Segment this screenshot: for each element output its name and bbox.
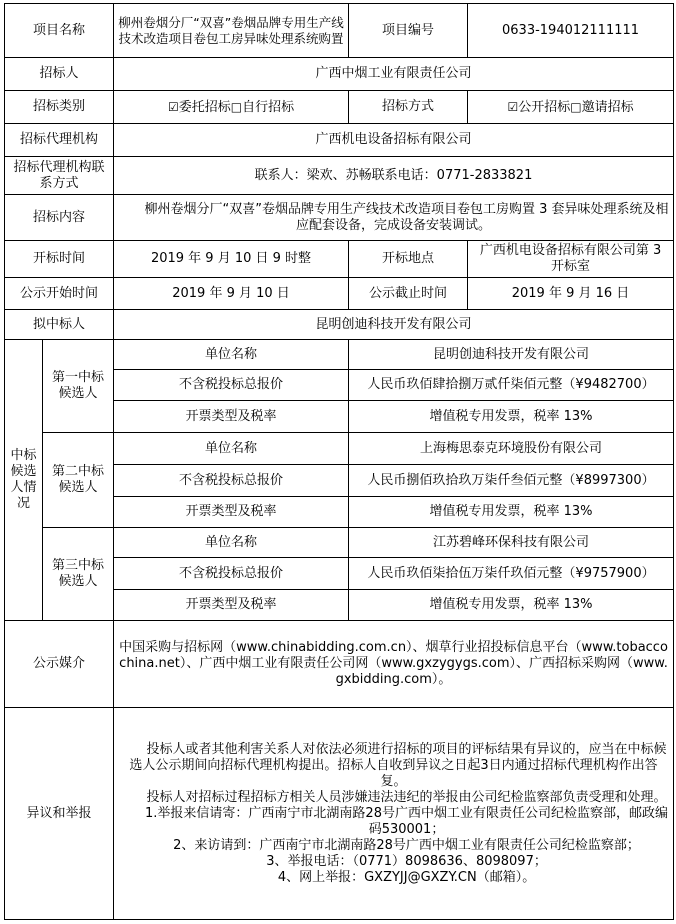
row-winner: [5, 310, 674, 340]
winner-label: 拟中标人: [5, 310, 114, 340]
agency-contact-label: 招标代理机构联系方式: [5, 157, 114, 195]
row-agency-contact: [5, 157, 674, 195]
project-number-label: 项目编号: [349, 4, 468, 57]
candidate-3-price: 人民币玖佰柒拾伍万柒仟玖佰元整（¥9757900）: [349, 558, 674, 590]
objection-item-3: 3、举报电话：（0771）8098636、8098097；: [266, 853, 547, 869]
objection-item-2: 2、来访请到：广西南宁市北湖南路28号广西中烟工业有限责任公司纪检监察部；: [173, 837, 640, 853]
row-media: [5, 621, 674, 708]
candidate-1-unit: 昆明创迪科技开发有限公司: [349, 340, 674, 370]
bid-result-notice: [4, 3, 673, 920]
candidate-2-invoice: 增值税专用发票，税率 13%: [349, 497, 674, 528]
project-number-inner: [349, 4, 673, 57]
candidate-1-price: 人民币玖佰肆拾捌万贰仟柒佰元整（¥9482700）: [349, 370, 674, 401]
candidate-1-label: 第一中标候选人: [43, 340, 114, 433]
agency-label: 招标代理机构: [5, 124, 114, 157]
row-opening: [5, 241, 674, 278]
opening-time-label: 开标时间: [5, 241, 114, 278]
project-number-cell: [349, 4, 674, 58]
candidate-2-unit: 上海梅思泰克环境股份有限公司: [349, 433, 674, 465]
publicity-end-cell: [349, 278, 674, 310]
candidate-3-unit: 江苏碧峰环保科技有限公司: [349, 528, 674, 558]
project-name-label: 项目名称: [5, 4, 114, 58]
project-name-value: 柳州卷烟分厂“双喜”卷烟品牌专用生产线技术改造项目卷包工房异味处理系统购置: [114, 4, 349, 58]
publicity-end-inner: [349, 278, 673, 309]
objection-paragraph-2: 投标人对招标过程招标方相关人员涉嫌违法违纪的举报由公司纪检监察部负责受理和处理。: [146, 789, 667, 805]
candidate-2-label: 第二中标候选人: [43, 433, 114, 528]
checked-box-icon: ☑: [507, 99, 519, 114]
publicity-start-label: 公示开始时间: [5, 278, 114, 310]
candidate-3-invoice: 增值税专用发票，税率 13%: [349, 590, 674, 621]
opening-place-inner: [349, 241, 673, 277]
candidate-3-price-label: 不含税投标总报价: [114, 558, 349, 590]
opening-place-cell: [349, 241, 674, 278]
category-options: [114, 91, 349, 124]
publicity-start-value: 2019 年 9 月 10 日: [114, 278, 349, 310]
row-project: [5, 4, 674, 58]
candidate-2-price-label: 不含税投标总报价: [114, 465, 349, 497]
method-cell: [349, 91, 674, 124]
row-tenderer: [5, 58, 674, 91]
candidate-1-invoice-label: 开票类型及税率: [114, 401, 349, 433]
media-value: 中国采购与招标网（www.chinabidding.com.cn）、烟草行业招投标信息平台（www.tobaccochina.net）、广西中烟工业有限责任公司网（www.gxzygygs.com）、广西招标采购网（www.gxbidding.com）。: [114, 621, 674, 708]
tenderer-label: 招标人: [5, 58, 114, 91]
category-option-checked: 委托招标: [178, 99, 231, 115]
candidate-3-label: 第三中标候选人: [43, 528, 114, 621]
objection-paragraph-1: 投标人或者其他利害关系人对依法必须进行招标的项目的评标结果有异议的，应当在中标候选人公示期间向招标代理机构提出。招标人自收到异议之日起3日内通过招标代理机构作出答复。: [129, 741, 667, 789]
agency-contact-value: 联系人：梁欢、苏畅联系电话：0771-2833821: [114, 157, 674, 195]
checked-box-icon: ☑: [167, 99, 179, 114]
candidate-1-unit-row: [5, 340, 674, 370]
candidate-3-unit-label: 单位名称: [114, 528, 349, 558]
objection-item-4: 4、网上举报：GXZYJJ@GXZY.CN（邮箱）。: [277, 869, 536, 885]
project-number-value: 0633-194012111111: [502, 22, 640, 38]
row-publicity: [5, 278, 674, 310]
objection-body: [114, 708, 674, 920]
candidate-2-price: 人民币捌佰玖拾玖万柒仟叁佰元整（¥8997300）: [349, 465, 674, 497]
opening-place-value: 广西机电设备招标有限公司第 3 开标室: [479, 243, 662, 274]
candidate-2-unit-row: [5, 433, 674, 465]
notice-table: [4, 3, 674, 920]
method-options: [468, 91, 674, 123]
opening-place-label: 开标地点: [349, 241, 468, 277]
candidate-1-price-label: 不含税投标总报价: [114, 370, 349, 401]
candidate-1-unit-label: 单位名称: [114, 340, 349, 370]
candidate-3-unit-row: [5, 528, 674, 558]
candidate-2-invoice-label: 开票类型及税率: [114, 497, 349, 528]
method-inner: [349, 91, 673, 123]
publicity-end-value: 2019 年 9 月 16 日: [511, 285, 630, 301]
objection-label: 异议和举报: [5, 708, 114, 920]
tenderer-value: 广西中烟工业有限责任公司: [114, 58, 674, 91]
category-label: 招标类别: [5, 91, 114, 124]
winner-value: 昆明创迪科技开发有限公司: [114, 310, 674, 340]
publicity-end-label: 公示截止时间: [349, 278, 468, 309]
content-value: 柳州卷烟分厂“双喜”卷烟品牌专用生产线技术改造项目卷包工房购置 3 套异味处理系统及相应配套设备，完成设备安装调试。: [114, 195, 674, 241]
empty-box-icon: □: [230, 99, 243, 114]
media-label: 公示媒介: [5, 621, 114, 708]
row-agency: [5, 124, 674, 157]
method-option-checked: 公开招标: [518, 99, 571, 115]
empty-box-icon: □: [570, 99, 582, 114]
candidate-1-invoice: 增值税专用发票，税率 13%: [349, 401, 674, 433]
row-category: [5, 91, 674, 124]
candidate-2-unit-label: 单位名称: [114, 433, 349, 465]
method-label: 招标方式: [349, 91, 468, 123]
agency-value: 广西机电设备招标有限公司: [114, 124, 674, 157]
row-content: [5, 195, 674, 241]
method-option-other: 邀请招标: [581, 99, 634, 115]
candidates-group-label: 中标候选人情况: [5, 340, 43, 621]
row-objection: [5, 708, 674, 920]
opening-time-value: 2019 年 9 月 10 日 9 时整: [114, 241, 349, 278]
category-option-other: 自行招标: [242, 99, 295, 115]
candidate-3-invoice-label: 开票类型及税率: [114, 590, 349, 621]
content-label: 招标内容: [5, 195, 114, 241]
objection-item-1: 1.举报来信请寄：广西南宁市北湖南路28号广西中烟工业有限责任公司纪检监察部，邮政编码530001；: [145, 805, 668, 837]
